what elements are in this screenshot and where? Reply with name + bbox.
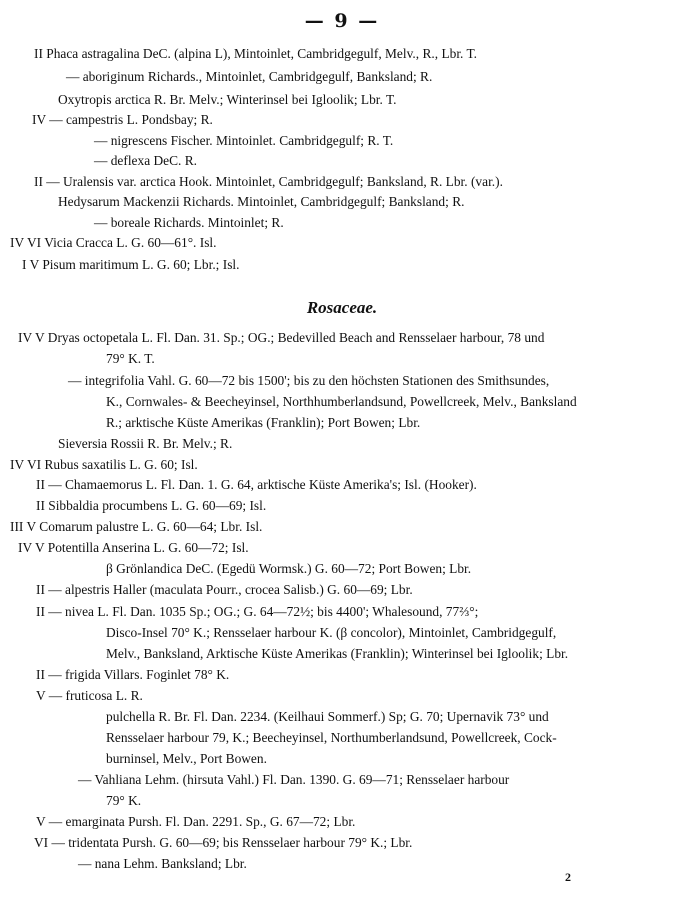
signature-mark: 2 (565, 870, 571, 884)
entry-line: II — Uralensis var. arctica Hook. Mintoinlet, Cambridgegulf; Banksland, R. Lbr. (var.). (34, 174, 503, 189)
entry-line: burninsel, Melv., Port Bowen. (106, 751, 267, 766)
entry-line: IV VI Vicia Cracca L. G. 60—61°. Isl. (10, 235, 217, 250)
entry-line: II — nivea L. Fl. Dan. 1035 Sp.; OG.; G. 64—72½; bis 4400'; Whalesound, 77⅔°; (36, 604, 479, 619)
entry-line: K., Cornwales- & Beecheyinsel, Northhumberlandsund, Powellcreek, Melv., Banksland (106, 394, 577, 409)
entry-line: II Sibbaldia procumbens L. G. 60—69; Isl. (36, 498, 267, 513)
entry-line: I V Pisum maritimum L. G. 60; Lbr.; Isl. (22, 257, 240, 272)
entry-line: Oxytropis arctica R. Br. Melv.; Winterinsel bei Igloolik; Lbr. T. (58, 92, 397, 107)
entry-line: — deflexa DeC. R. (94, 153, 198, 168)
page-number: — 9 — (304, 10, 380, 32)
entry-line: β Grönlandica DeC. (Egedü Wormsk.) G. 60—72; Port Bowen; Lbr. (106, 561, 472, 576)
entry-line: IV VI Rubus saxatilis L. G. 60; Isl. (10, 457, 198, 472)
entry-line: IV — campestris L. Pondsbay; R. (32, 112, 213, 127)
entry-line: II — Chamaemorus L. Fl. Dan. 1. G. 64, arktische Küste Amerika's; Isl. (Hooker). (36, 477, 477, 492)
entry-line: II — alpestris Haller (maculata Pourr., crocea Salisb.) G. 60—69; Lbr. (36, 582, 413, 597)
entry-line: V — fruticosa L. R. (36, 688, 143, 703)
entry-line: R.; arktische Küste Amerikas (Franklin); Port Bowen; Lbr. (106, 415, 421, 430)
entry-line: III V Comarum palustre L. G. 60—64; Lbr. Isl. (10, 519, 263, 534)
entry-line: Melv., Banksland, Arktische Küste Amerikas (Franklin); Winterinsel bei Igloolik; Lbr. (106, 646, 569, 661)
entry-line: II — frigida Villars. Foginlet 78° K. (36, 667, 230, 682)
section-heading: Rosaceae. (306, 298, 378, 317)
entry-line: II Phaca astragalina DeC. (alpina L), Mintoinlet, Cambridgegulf, Melv., R., Lbr. T. (34, 46, 478, 61)
entry-line: pulchella R. Br. Fl. Dan. 2234. (Keilhaui Sommerf.) Sp; G. 70; Upernavik 73° und (106, 709, 549, 724)
entry-line: Sieversia Rossii R. Br. Melv.; R. (58, 436, 233, 451)
entry-line: IV V Potentilla Anserina L. G. 60—72; Isl. (18, 540, 249, 555)
entry-line: — integrifolia Vahl. G. 60—72 bis 1500'; bis zu den höchsten Stationen des Smithsundes, (68, 373, 550, 388)
entry-line: VI — tridentata Pursh. G. 60—69; bis Rensselaer harbour 79° K.; Lbr. (34, 835, 413, 850)
entry-line: 79° K. (106, 793, 142, 808)
entry-line: — nigrescens Fischer. Mintoinlet. Cambridgegulf; R. T. (94, 133, 394, 148)
entry-line: — nana Lehm. Banksland; Lbr. (78, 856, 247, 871)
entry-line: — boreale Richards. Mintoinlet; R. (94, 215, 284, 230)
entry-line: Hedysarum Mackenzii Richards. Mintoinlet, Cambridgegulf; Banksland; R. (58, 194, 465, 209)
entry-line: — Vahliana Lehm. (hirsuta Vahl.) Fl. Dan. 1390. G. 69—71; Rensselaer harbour (78, 772, 510, 787)
entry-line: Rensselaer harbour 79, K.; Beecheyinsel, Northumberlandsund, Powellcreek, Cock- (106, 730, 557, 745)
entry-line: Disco-Insel 70° K.; Rensselaer harbour K. (β concolor), Mintoinlet, Cambridgegulf, (106, 625, 557, 640)
entry-line: 79° K. T. (106, 351, 155, 366)
entry-line: V — emarginata Pursh. Fl. Dan. 2291. Sp., G. 67—72; Lbr. (36, 814, 356, 829)
entry-line: IV V Dryas octopetala L. Fl. Dan. 31. Sp.; OG.; Bedevilled Beach and Rensselaer harbour, 78 und (18, 330, 545, 345)
entry-line: — aboriginum Richards., Mintoinlet, Cambridgegulf, Banksland; R. (66, 69, 433, 84)
